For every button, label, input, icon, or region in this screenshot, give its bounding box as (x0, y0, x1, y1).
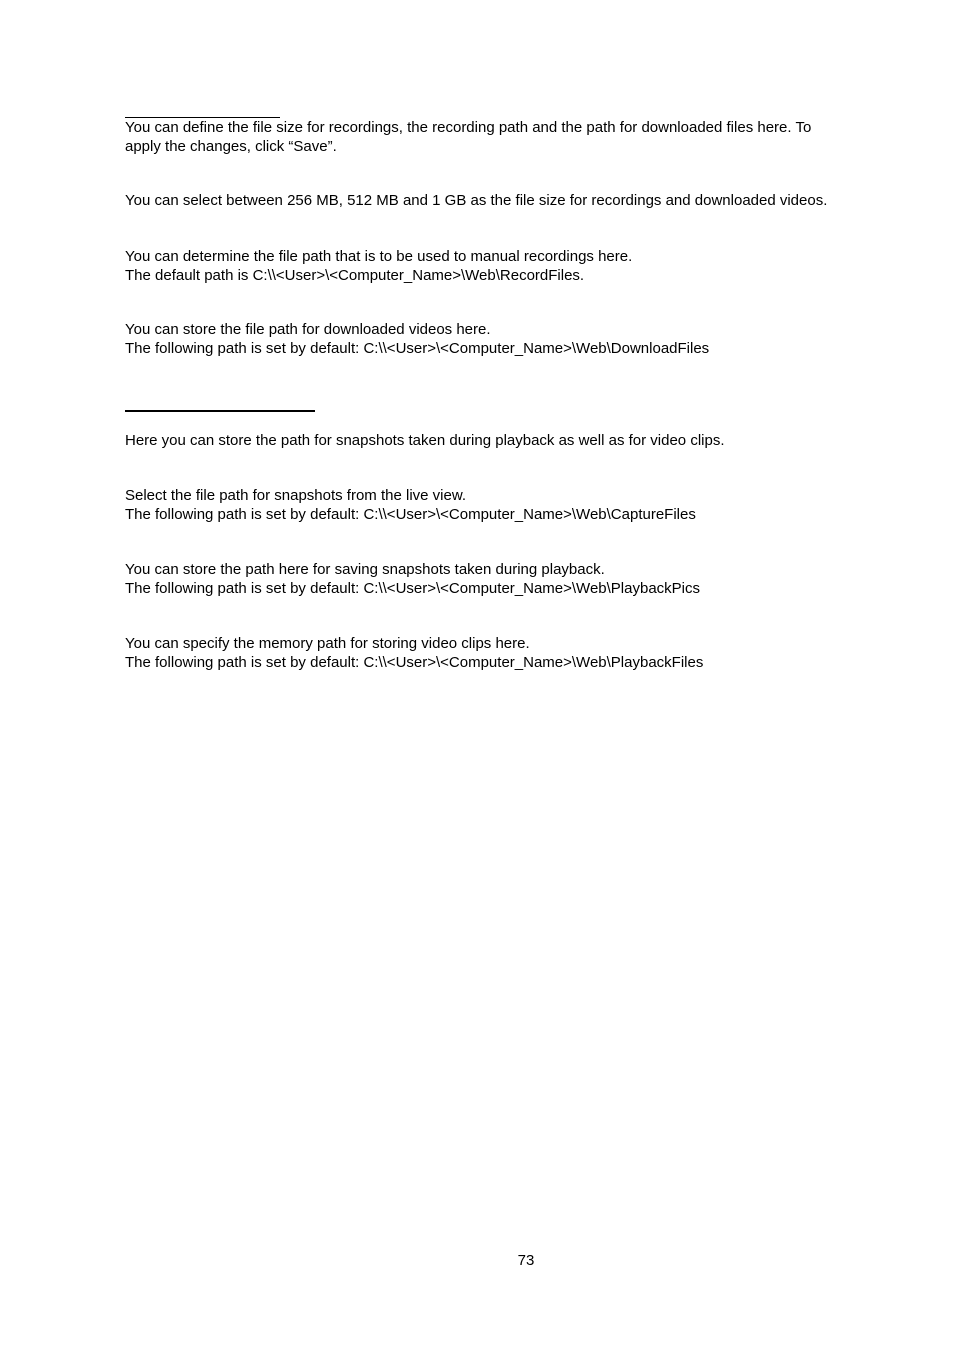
paragraph-line: Here you can store the path for snapshots taken during playback as well as for video clips. (125, 432, 725, 449)
video-clip-path-paragraph (125, 635, 915, 672)
playback-snapshot-path-paragraph (125, 561, 915, 598)
download-path-paragraph (125, 321, 915, 358)
paragraph-line: The default path is C:\\<User>\<Computer_Name>\Web\RecordFiles. (125, 266, 585, 284)
paragraph-line: You can store the file path for downloaded videos here. (125, 321, 491, 338)
page-number: 73 (517, 1252, 535, 1269)
paragraph-line: The following path is set by default: C:\\<User>\<Computer_Name>\Web\PlaybackPics (125, 579, 701, 597)
paragraph-line: The following path is set by default: C:\\<User>\<Computer_Name>\Web\DownloadFiles (125, 339, 710, 357)
section-1-heading-underline (125, 117, 280, 118)
paragraph-line: You can define the file size for recordings, the recording path and the path for downloaded files here. To (125, 119, 812, 136)
paragraph-line: The following path is set by default: C:\\<User>\<Computer_Name>\Web\PlaybackFiles (125, 653, 704, 671)
section-1-intro-paragraph (125, 119, 915, 156)
paragraph-line: You can specify the memory path for storing video clips here. (125, 635, 530, 652)
paragraph-line: You can determine the file path that is to be used to manual recordings here. (125, 248, 633, 265)
section-2-intro-paragraph (125, 432, 915, 451)
file-size-paragraph (125, 192, 915, 211)
paragraph-line: apply the changes, click “Save”. (125, 137, 337, 155)
live-snapshot-path-paragraph (125, 487, 915, 524)
paragraph-line: Select the file path for snapshots from the live view. (125, 487, 467, 504)
paragraph-line: The following path is set by default: C:\\<User>\<Computer_Name>\Web\CaptureFiles (125, 505, 696, 523)
recording-path-paragraph (125, 248, 915, 285)
section-2-heading-underline (125, 410, 315, 412)
paragraph-line: You can select between 256 MB, 512 MB and 1 GB as the file size for recordings and downloaded videos. (125, 192, 828, 209)
paragraph-line: You can store the path here for saving snapshots taken during playback. (125, 561, 605, 578)
